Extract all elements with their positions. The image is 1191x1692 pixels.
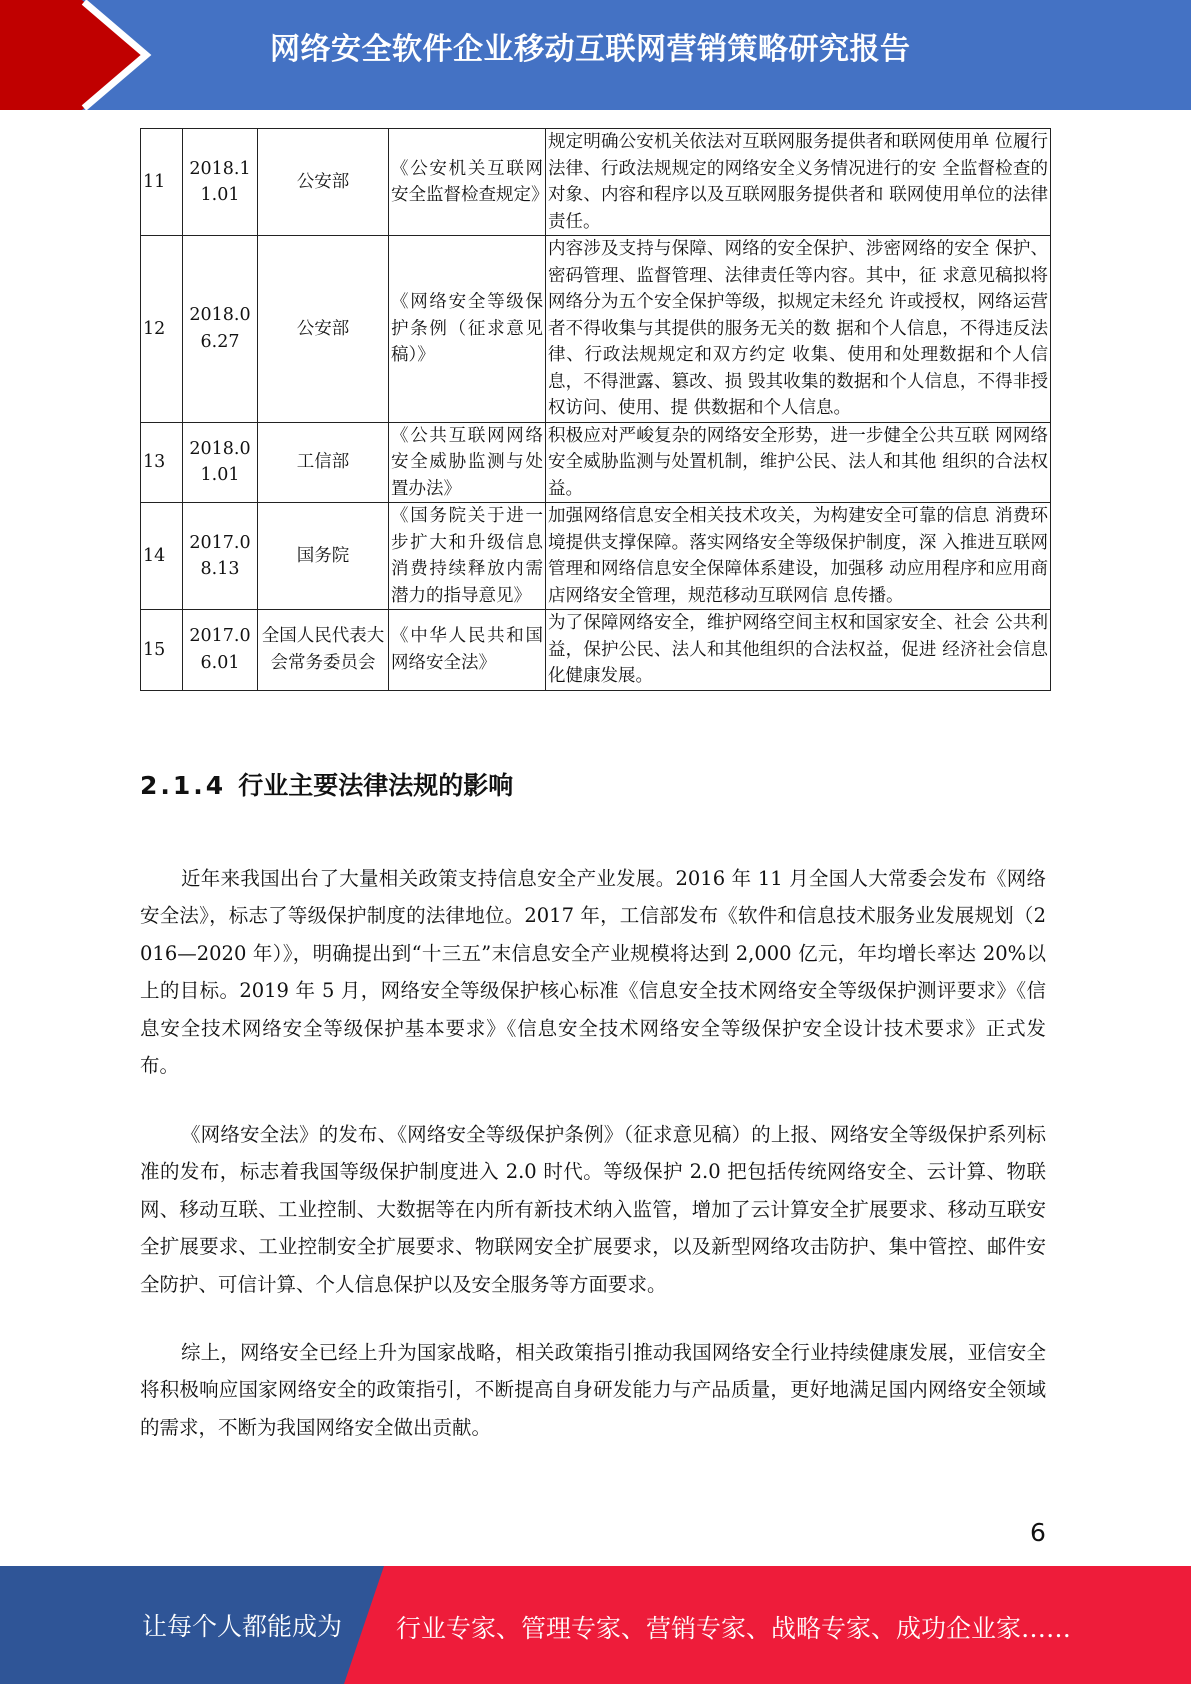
- regulation-name: 《中华人民共和国网络安全法》: [389, 610, 546, 691]
- regulations-table: [140, 128, 1051, 691]
- regulation-name: 《公安机关互联网安全监督检查规定》: [389, 129, 546, 236]
- issuing-department: 全国人民代表大会常务委员会: [258, 610, 389, 691]
- table-row: [141, 129, 1051, 236]
- row-number: 13: [141, 422, 183, 503]
- page-number: 6: [1030, 1518, 1046, 1547]
- body-paragraph: 近年来我国出台了大量相关政策支持信息安全产业发展。2016 年 11 月全国人大常委会发布《网络安全法》，标志了等级保护制度的法律地位。2017 年，工信部发布《软件和信息技术服务业发展规划（2016—2020 年）》，明确提出到“十三五”末信息安全产业规模将达到 2,000 亿元，年均增长率达 20%以上的目标。2019 年 5 月，网络安全等级保护核心标准《信息安全技术网络安全等级保护测评要求》《信息安全技术网络安全等级保护基本要求》《信息安全技术网络安全等级保护安全设计技术要求》正式发布。: [140, 866, 1046, 1077]
- page-header: [0, 0, 1191, 110]
- table-row: [141, 236, 1051, 423]
- row-number: 14: [141, 503, 183, 610]
- issue-date: 2017.06.01: [183, 610, 258, 691]
- regulation-summary: 积极应对严峻复杂的网络安全形势，进一步健全公共互联 网网络安全威胁监测与处置机制，维护公民、法人和其他 组织的合法权益。: [546, 422, 1051, 503]
- issuing-department: 工信部: [258, 422, 389, 503]
- issuing-department: 国务院: [258, 503, 389, 610]
- row-number: 12: [141, 236, 183, 423]
- issue-date: 2018.01.01: [183, 422, 258, 503]
- regulation-summary: 为了保障网络安全，维护网络空间主权和国家安全、社会 公共利益，保护公民、法人和其他组织的合法权益，促进 经济社会信息化健康发展。: [546, 610, 1051, 691]
- regulation-summary: 规定明确公安机关依法对互联网服务提供者和联网使用单 位履行法律、行政法规规定的网络安全义务情况进行的安 全监督检查的对象、内容和程序以及互联网服务提供者和 联网使用单位的法律责任。: [546, 129, 1051, 236]
- page-footer: [0, 1566, 1191, 1684]
- footer-slogan-left: 让每个人都能成为: [142, 1612, 343, 1641]
- regulation-summary: 加强网络信息安全相关技术攻关，为构建安全可靠的信息 消费环境提供支撑保障。落实网络安全等级保护制度，深 入推进互联网管理和网络信息安全保障体系建设，加强移 动应用程序和应用商店网络安全管理，规范移动互联网信 息传播。: [546, 503, 1051, 610]
- section-heading: [140, 766, 513, 802]
- row-number: 11: [141, 129, 183, 236]
- issuing-department: 公安部: [258, 236, 389, 423]
- body-paragraph: 综上，网络安全已经上升为国家战略，相关政策指引推动我国网络安全行业持续健康发展，亚信安全将积极响应国家网络安全的政策指引，不断提高自身研发能力与产品质量，更好地满足国内网络安全领域的需求，不断为我国网络安全做出贡献。: [140, 1340, 1046, 1439]
- report-title: 网络安全软件企业移动互联网营销策略研究报告: [270, 32, 911, 67]
- red-arrow-decoration: [0, 0, 160, 110]
- table-row: [141, 422, 1051, 503]
- issuing-department: 公安部: [258, 129, 389, 236]
- section-title: 行业主要法律法规的影响: [238, 771, 514, 800]
- regulation-summary: 内容涉及支持与保障、网络的安全保护、涉密网络的安全 保护、密码管理、监督管理、法律责任等内容。其中，征 求意见稿拟将网络分为五个安全保护等级，拟规定未经允 许或授权，网络运营者不得收集与其提供的服务无关的数 据和个人信息，不得违反法律、行政法规规定和双方约定 收集、使用和处理数据和个人信息，不得泄露、篡改、损 毁其收集的数据和个人信息，不得非授权访问、使用、提 供数据和个人信息。: [546, 236, 1051, 423]
- footer-slogan-right: 行业专家、管理专家、营销专家、战略专家、成功企业家……: [396, 1614, 1072, 1643]
- table-row: [141, 503, 1051, 610]
- body-paragraph: 《网络安全法》的发布、《网络安全等级保护条例》（征求意见稿）的上报、网络安全等级保护系列标准的发布，标志着我国等级保护制度进入 2.0 时代。等级保护 2.0 把包括传统网络安全、云计算、物联网、移动互联、工业控制、大数据等在内所有新技术纳入监管，增加了云计算安全扩展要求、移动互联安全扩展要求、工业控制安全扩展要求、物联网安全扩展要求，以及新型网络攻击防护、集中管控、邮件安全防护、可信计算、个人信息保护以及安全服务等方面要求。: [140, 1122, 1046, 1296]
- issue-date: 2017.08.13: [183, 503, 258, 610]
- issue-date: 2018.11.01: [183, 129, 258, 236]
- table-row: [141, 610, 1051, 691]
- regulation-name: 《公共互联网网络安全威胁监测与处置办法》: [389, 422, 546, 503]
- section-number: 2.1.4: [140, 771, 227, 800]
- regulation-name: 《国务院关于进一步扩大和升级信息消费持续释放内需潜力的指导意见》: [389, 503, 546, 610]
- row-number: 15: [141, 610, 183, 691]
- regulation-name: 《网络安全等级保护条例（征求意见稿）》: [389, 236, 546, 423]
- issue-date: 2018.06.27: [183, 236, 258, 423]
